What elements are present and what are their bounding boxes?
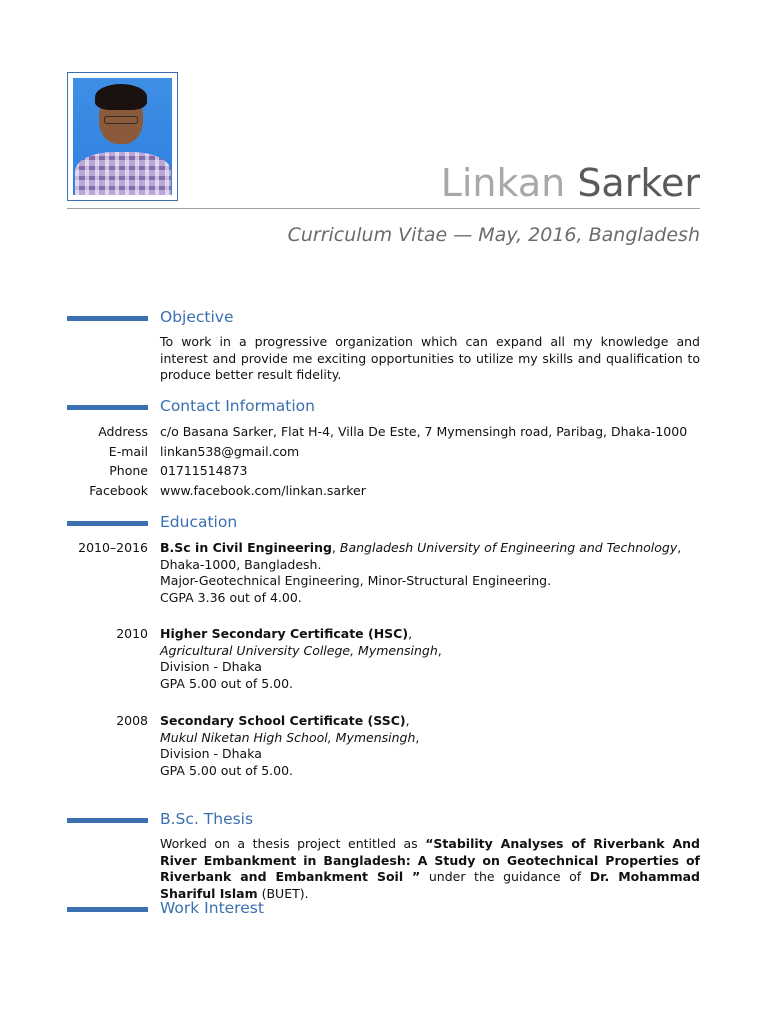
cv-subtitle: Curriculum Vitae — May, 2016, Bangladesh [287,224,700,246]
education-years-bsc: 2010–2016 [78,540,148,555]
thesis-supervisor: Dr. Mohammad Shariful Islam [160,869,700,901]
bsc-major: Major-Geotechnical Engineering, Minor-Structural Engineering. [160,573,552,588]
last-name: Sarker [577,161,700,205]
thesis-heading: B.Sc. Thesis [160,810,254,828]
contact-value-phone: 01711514873 [160,463,248,478]
thesis-project-title: “Stability Analyses of Riverbank And River Embankment in Bangladesh: A Study on Geotechnical Properties of Riverbank and Embankment Soil ” [160,836,700,884]
work-interest-heading: Work Interest [160,899,264,917]
contact-label-facebook: Facebook [89,483,148,498]
institution-bsc: Bangladesh University of Engineering and Technology [339,540,678,555]
contact-label-email: E-mail [108,444,148,459]
contact-value-email[interactable]: linkan538@gmail.com [160,444,300,459]
candidate-name [441,160,700,206]
profile-photo-frame [67,72,178,201]
ssc-division: Division - Dhaka [160,746,262,761]
thesis-intro: Worked on a thesis project entitled as [160,836,418,851]
contact-value-address: c/o Basana Sarker, Flat H-4, Villa De Este, 7 Mymensingh road, Paribag, Dhaka-1000 [160,424,688,439]
ssc-gpa: GPA 5.00 out of 5.00. [160,762,294,778]
header-divider [67,208,700,209]
education-entry-hsc: Higher Secondary Certificate (HSC), Agricultural University College, Mymensingh, Division - Dhaka GPA 5.00 out of 5.00. [160,626,700,692]
work-interest-section-bar [67,907,148,912]
contact-label-address: Address [98,424,148,439]
education-entry-bsc: B.Sc in Civil Engineering, Bangladesh University of Engineering and Technology, Dhaka-1000, Bangladesh. Major-Geotechnical Engineering, Minor-Structural Engineering. CGPA 3.36 out of 4.00. [160,540,700,606]
contact-section-bar [67,405,148,410]
profile-photo [73,78,172,195]
education-years-hsc: 2010 [116,626,148,641]
degree-bsc: B.Sc in Civil Engineering [160,540,332,555]
education-section-bar [67,521,148,526]
bsc-cgpa: CGPA 3.36 out of 4.00. [160,589,302,605]
thesis-affiliation: (BUET). [261,885,309,901]
photo-glasses [104,116,138,124]
contact-label-phone: Phone [109,463,148,478]
hsc-gpa: GPA 5.00 out of 5.00. [160,675,294,691]
degree-hsc: Higher Secondary Certificate (HSC) [160,626,409,641]
institution-ssc: Mukul Niketan High School, Mymensingh [160,729,416,745]
hsc-division: Division - Dhaka [160,659,262,674]
objective-heading: Objective [160,308,234,326]
photo-shirt [75,152,171,195]
thesis-text [160,836,700,902]
degree-ssc: Secondary School Certificate (SSC) [160,713,406,728]
education-entry-ssc: Secondary School Certificate (SSC), Mukul Niketan High School, Mymensingh, Division - Dhaka GPA 5.00 out of 5.00. [160,713,700,779]
photo-hair [95,84,147,110]
contact-value-facebook[interactable]: www.facebook.com/linkan.sarker [160,483,366,498]
objective-section-bar [67,316,148,321]
institution-hsc: Agricultural University College, Mymensingh [160,642,438,658]
bsc-location: Dhaka-1000, Bangladesh. [160,556,322,572]
first-name: Linkan [440,161,566,205]
education-years-ssc: 2008 [116,713,148,728]
objective-text: To work in a progressive organization which can expand all my knowledge and interest and provide me exciting opportunities to utilize my skills and qualification to produce better result fidelity. [160,334,700,382]
education-heading: Education [160,513,238,531]
thesis-section-bar [67,818,148,823]
contact-heading: Contact Information [160,397,315,415]
thesis-guidance: under the guidance of [428,869,582,884]
